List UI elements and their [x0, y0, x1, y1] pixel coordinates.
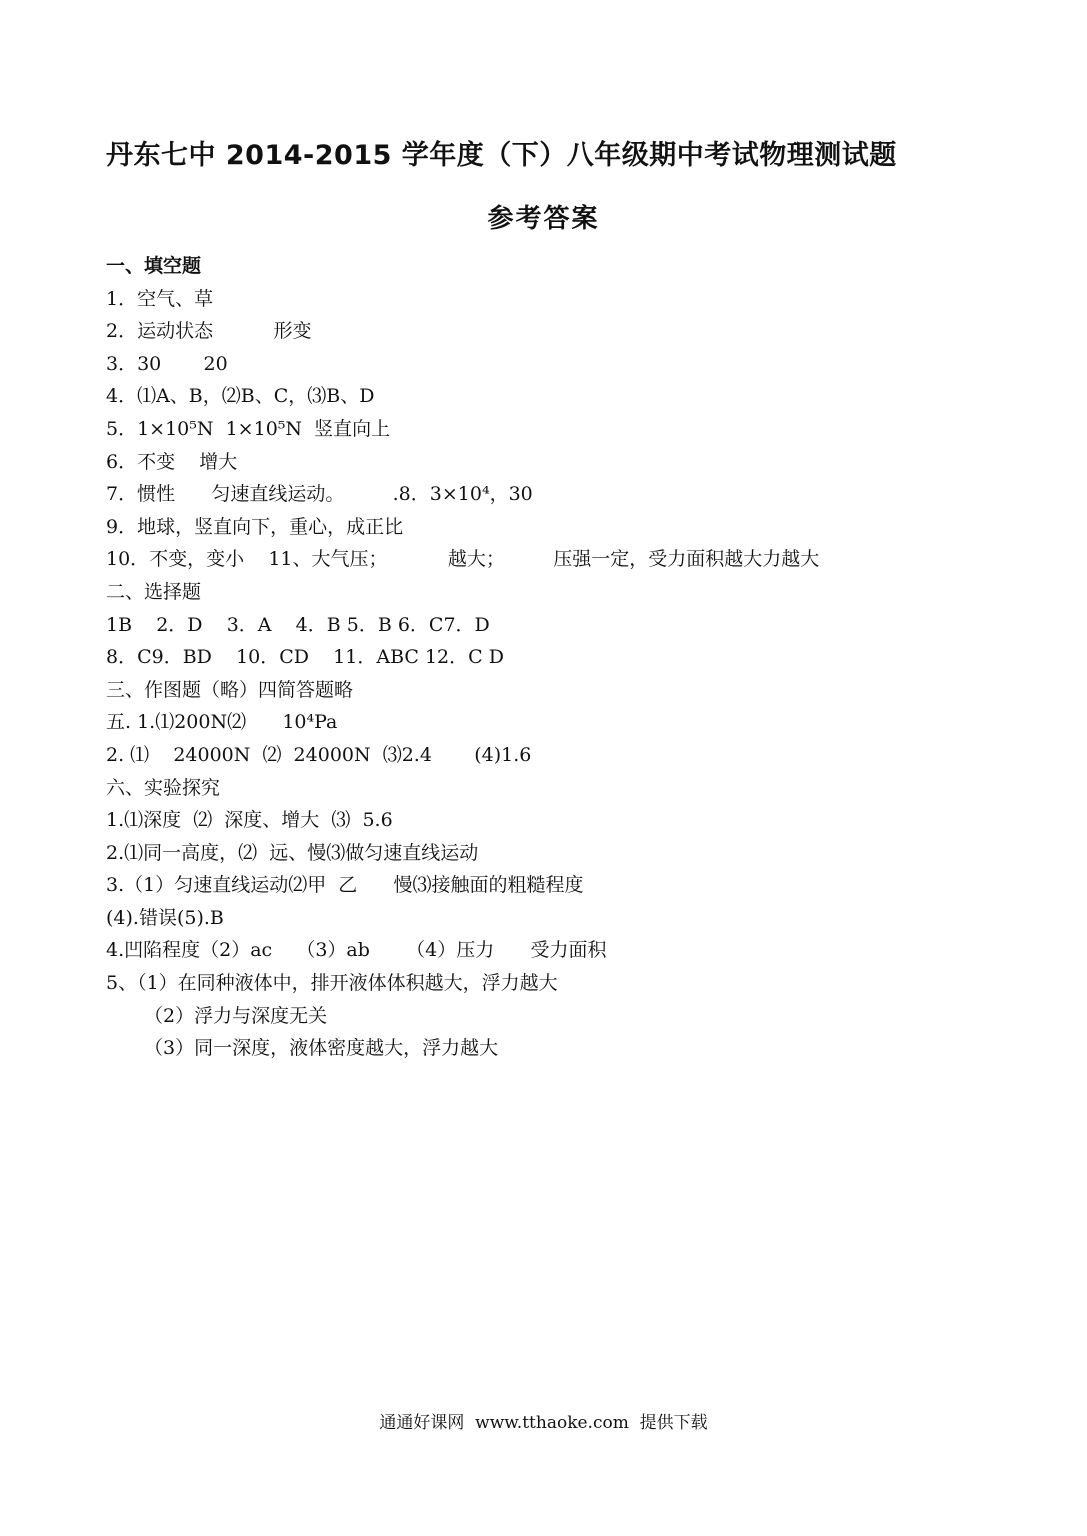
answer-line: 5．1×10⁵N 1×10⁵N 竖直向上	[106, 417, 391, 440]
answer-line: 六、实验探究	[106, 776, 221, 799]
answer-line: 8．C9．BD 10．CD 11．ABC 12．C D	[106, 646, 504, 669]
answer-line: （3）同一深度，液体密度越大，浮力越大	[144, 1037, 499, 1060]
page-title: 丹东七中 2014-2015 学年度（下）八年级期中考试物理测试题	[106, 140, 897, 171]
answer-line: 3．30 20	[106, 352, 228, 375]
answer-line: 3.（1）匀速直线运动⑵甲 乙 慢⑶接触面的粗糙程度	[106, 874, 584, 897]
answer-line: 2．运动状态 形变	[106, 320, 312, 343]
page-footer: 通通好课网 www.tthaoke.com 提供下载	[379, 1413, 708, 1433]
answer-line: (4).错误(5).B	[106, 906, 224, 929]
answer-line: 二、选择题	[106, 580, 202, 603]
answer-line: 5、（1）在同种液体中，排开液体体积越大，浮力越大	[106, 972, 558, 995]
answer-line: 10．不变，变小 11、大气压； 越大； 压强一定，受力面积越大力越大	[106, 548, 820, 571]
answer-line: 一、填空题	[106, 255, 202, 277]
answer-line: 2. ⑴ 24000N ⑵ 24000N ⑶2.4 (4)1.6	[106, 743, 532, 766]
answer-line: 1．空气、草	[106, 287, 214, 310]
answer-line: 7．惯性 匀速直线运动。 .8．3×10⁴，30	[106, 483, 533, 506]
answer-line: 1B 2．D 3．A 4．B 5．B 6．C7．D	[106, 613, 490, 636]
answer-line: 6．不变 增大	[106, 450, 238, 473]
answer-line: 4．⑴A、B，⑵B、C，⑶B、D	[106, 385, 375, 408]
answer-line: 9．地球，竖直向下，重心，成正比	[106, 515, 404, 538]
answer-line: 4.凹陷程度（2）ac （3）ab （4）压力 受力面积	[106, 939, 607, 962]
answer-line: 1.⑴深度 ⑵ 深度、增大 ⑶ 5.6	[106, 809, 393, 832]
answer-line: 三、作图题（略）四简答题略	[106, 678, 354, 701]
page-subtitle: 参考答案	[487, 204, 600, 234]
answer-line: 2.⑴同一高度，⑵ 远、慢⑶做匀速直线运动	[106, 841, 479, 864]
answer-line: （2）浮力与深度无关	[144, 1004, 328, 1027]
answer-list	[106, 250, 1006, 1065]
answer-line: 五. 1.⑴200N⑵ 10⁴Pa	[106, 711, 338, 734]
